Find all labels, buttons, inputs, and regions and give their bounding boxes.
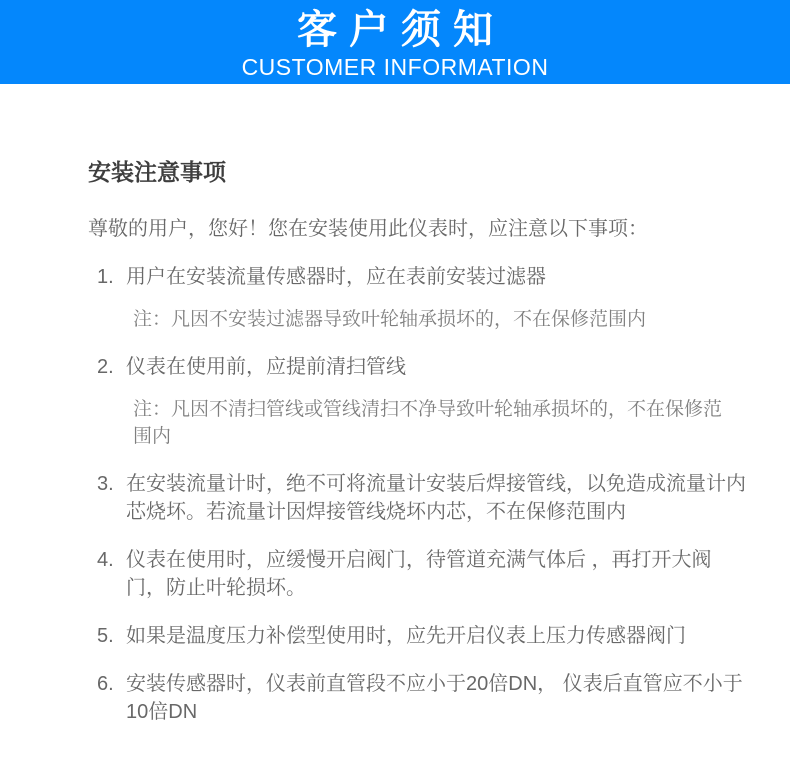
notice-list — [88, 263, 746, 726]
item-number: 5. — [97, 625, 114, 647]
item-body — [126, 353, 746, 450]
item-text: 在安装流量计时，绝不可将流量计安装后焊接管线，以免造成流量计内芯烧坏。若流量计因焊接管线烧坏内芯，不在保修范围内 — [126, 473, 746, 523]
list-item — [97, 263, 746, 333]
list-item — [97, 622, 746, 650]
item-text: 用户在安装流量传感器时，应在表前安装过滤器 — [126, 266, 546, 288]
item-number: 4. — [97, 549, 114, 571]
item-number: 1. — [97, 266, 114, 288]
intro-text: 尊敬的用户，您好！您在安装使用此仪表时，应注意以下事项： — [88, 218, 648, 240]
item-body — [126, 670, 746, 726]
item-text: 安装传感器时，仪表前直管段不应小于20倍DN， 仪表后直管应不小于10倍DN — [126, 673, 743, 723]
item-body — [126, 263, 746, 333]
item-note: 注：凡因不清扫管线或管线清扫不净导致叶轮轴承损坏的，不在保修范围内 — [133, 399, 723, 447]
list-item — [97, 470, 746, 526]
content-area — [0, 158, 790, 766]
item-text: 仪表在使用时，应缓慢开启阀门，待管道充满气体后 ，再打开大阀门，防止叶轮损坏。 — [126, 549, 712, 599]
list-item — [97, 670, 746, 726]
item-number: 6. — [97, 673, 114, 695]
item-body — [126, 470, 746, 526]
page-title: 客户须知 — [297, 8, 505, 52]
item-text: 如果是温度压力补偿型使用时，应先开启仪表上压力传感器阀门 — [126, 625, 686, 647]
section-title: 安装注意事项 — [88, 159, 226, 185]
item-text: 仪表在使用前，应提前清扫管线 — [126, 356, 406, 378]
header-banner — [0, 0, 790, 84]
item-body — [126, 622, 746, 650]
item-body — [126, 546, 746, 602]
page-subtitle: CUSTOMER INFORMATION — [241, 54, 549, 80]
item-note: 注：凡因不安装过滤器导致叶轮轴承损坏的，不在保修范围内 — [133, 309, 647, 330]
list-item — [97, 353, 746, 450]
list-item — [97, 546, 746, 602]
item-number: 2. — [97, 356, 114, 378]
item-number: 3. — [97, 473, 114, 495]
